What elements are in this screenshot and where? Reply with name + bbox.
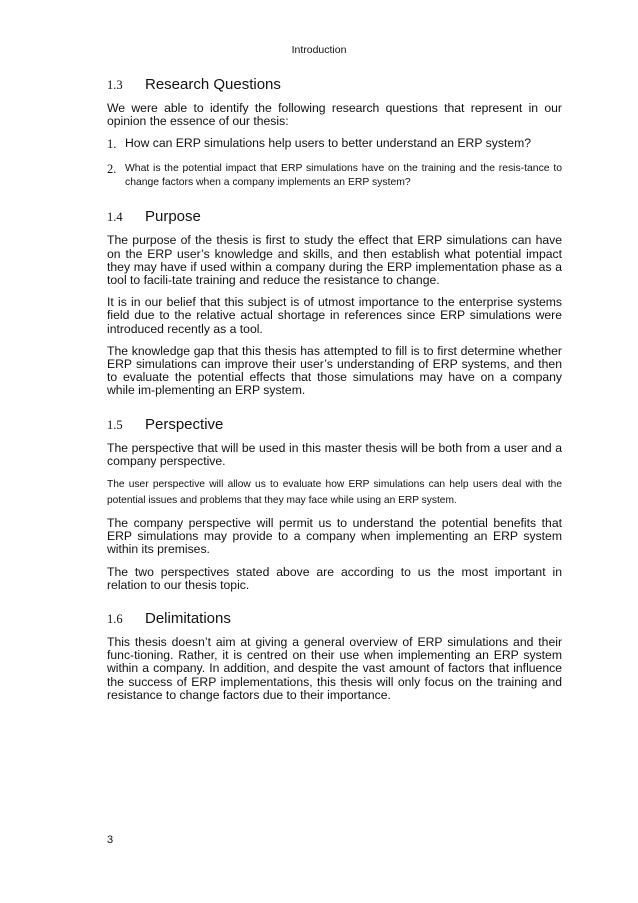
section-title: Delimitations: [145, 610, 231, 628]
list-item-number: 2.: [107, 162, 117, 177]
list-item: [107, 162, 562, 190]
running-header: Introduction: [291, 44, 347, 56]
research-question-list: [107, 137, 562, 190]
paragraph: This thesis doesn’t aim at giving a general overview of ERP simulations and their func-tioning. Rather, it is centred on their use when implementing an ERP system within a company. In addition, and despite the vast amount of factors that influence the success of ERP implementations, this thesis will only focus on the training and resistance to change factors due to their importance.: [107, 635, 562, 702]
section-title: Perspective: [145, 415, 224, 433]
list-item: [107, 137, 562, 152]
list-item-text: How can ERP simulations help users to better understand an ERP system?: [125, 136, 532, 151]
section-heading: [107, 76, 562, 93]
page-body: [107, 76, 562, 720]
section-title: Purpose: [145, 208, 201, 226]
paragraph: The user perspective will allow us to evaluate how ERP simulations can help users deal with the potential issues and problems that they may face while using an ERP system.: [107, 479, 562, 507]
paragraph: The knowledge gap that this thesis has attempted to fill is to first determine whether ERP simulations can improve their user’s understanding of ERP systems, and then to evaluate the potential effects that those simulations may have on a company while im-plementing an ERP system.: [107, 343, 562, 398]
paragraph: The company perspective will permit us to understand the potential benefits that ERP simulations may provide to a company when implementing an ERP system within its premises.: [107, 516, 562, 557]
section-number: 1.3: [107, 78, 123, 92]
section-number: 1.6: [107, 612, 123, 627]
section-heading: [107, 610, 562, 627]
section-title: Research Questions: [145, 76, 281, 93]
paragraph: The two perspectives stated above are according to us the most important in relation to our thesis topic.: [107, 564, 562, 592]
section-number: 1.5: [107, 417, 123, 432]
list-item-text: What is the potential impact that ERP simulations have on the training and the resis-tance to change factors when a company implements an ERP system?: [125, 163, 562, 189]
section-heading: [107, 416, 562, 433]
section-delimitations: [107, 610, 562, 702]
section-perspective: [107, 416, 562, 592]
list-item-number: 1.: [107, 137, 117, 152]
section-purpose: [107, 208, 562, 397]
section-number: 1.4: [107, 210, 123, 225]
paragraph: It is in our belief that this subject is of utmost importance to the enterprise systems field due to the relative actual shortage in references since ERP simulations were introduced recently as a tool.: [107, 295, 562, 336]
section-heading: [107, 208, 562, 225]
paragraph: The purpose of the thesis is first to study the effect that ERP simulations can have on the ERP user’s knowledge and skills, and then establish what potential impact they may have if used within a company during the ERP implementation phase as a tool to facili-tate training and reduce the resistance to change.: [107, 233, 562, 288]
paragraph: The perspective that will be used in this master thesis will be both from a user and a company perspective.: [107, 440, 562, 468]
section-research-questions: [107, 76, 562, 190]
page-number: 3: [107, 834, 114, 846]
paragraph: We were able to identify the following research questions that represent in our opinion the essence of our thesis:: [107, 101, 562, 129]
